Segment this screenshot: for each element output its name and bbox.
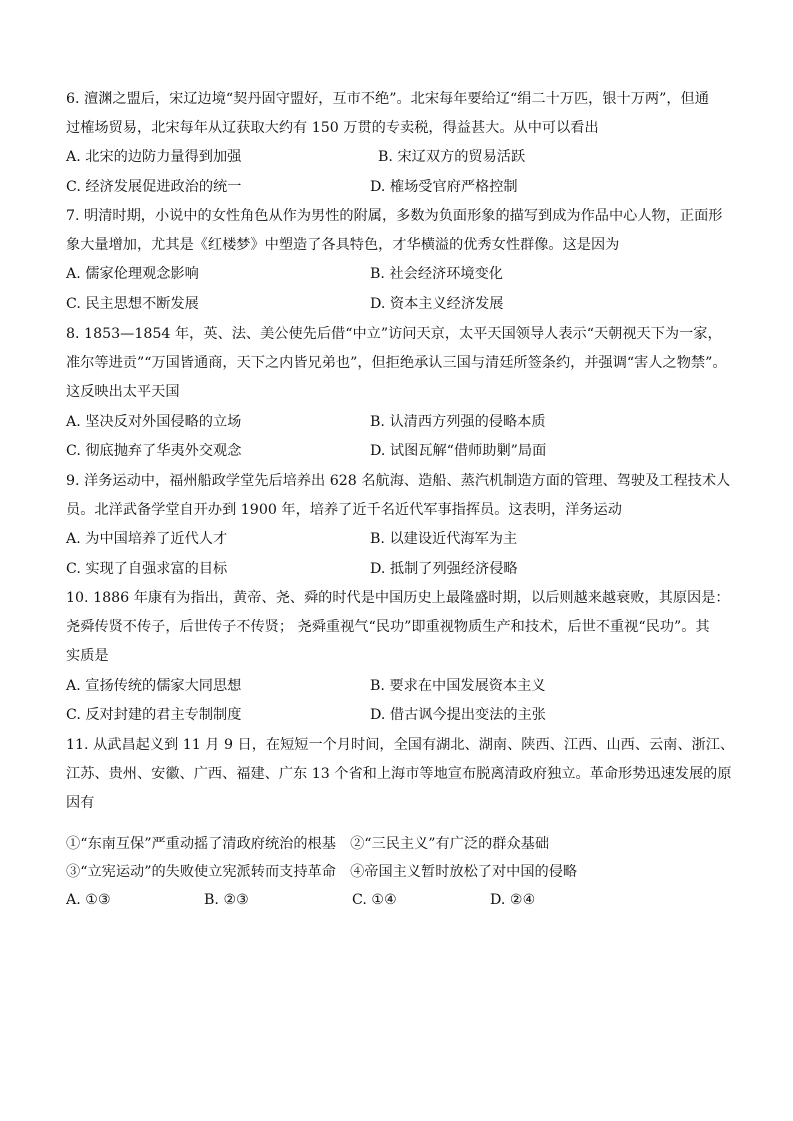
question-text: 7. 明清时期，小说中的女性角色从作为男性的附属，多数为负面形象的描写到成为作品中心人物，正面形 — [66, 208, 723, 224]
option-row — [66, 143, 746, 172]
option-d: D. 抵制了列强经济侵略 — [370, 560, 518, 577]
option-a: A. 为中国培养了近代人才 — [66, 531, 228, 548]
option-b: B. 宋辽双方的贸易活跃 — [378, 149, 526, 166]
statement-row: ③“立宪运动”的失败使立宪派转而支持革命 ④帝国主义暂时放松了对中国的侵略 — [66, 863, 578, 880]
option-row — [66, 437, 746, 466]
option-c: C. 反对封建的君主专制制度 — [66, 706, 242, 723]
option-b: B. 以建设近代海军为主 — [370, 531, 518, 548]
option-d: D. 资本主义经济发展 — [370, 295, 504, 312]
option-row — [66, 173, 746, 202]
option-row — [66, 701, 746, 730]
question-text: 10. 1886 年康有为指出，黄帝、尧、舜的时代是中国历史上最隆盛时期，以后则越来越衰败，其原因是： — [66, 590, 730, 606]
option-d: D. 榷场受官府严格控制 — [370, 178, 518, 195]
option-c: C. 彻底抛弃了华夷外交观念 — [66, 442, 242, 459]
option-c: C. ①④ — [352, 891, 397, 908]
option-a: A. ①③ — [66, 891, 111, 908]
option-row — [66, 672, 746, 701]
statement-row: ①“东南互保”严重动摇了清政府统治的根基 ②“三民主义”有广泛的群众基础 — [66, 835, 550, 852]
option-a: A. 儒家伦理观念影响 — [66, 266, 199, 283]
option-d: D. 借古讽今提出变法的主张 — [370, 706, 546, 723]
question-text: 9. 洋务运动中，福州船政学堂先后培养出 628 名航海、造船、蒸汽机制造方面的管理、驾驶及工程技术人 — [66, 473, 731, 489]
option-c: C. 经济发展促进政治的统一 — [66, 178, 242, 195]
option-b: B. ②③ — [204, 891, 249, 908]
question-text: 因有 — [66, 795, 95, 812]
question-text: 11. 从武昌起义到 11 月 9 日，在短短一个月时间，全国有湖北、湖南、陕西、江西、山西、云南、浙江、 — [66, 737, 735, 753]
option-a: A. 北宋的边防力量得到加强 — [66, 149, 242, 166]
option-row — [66, 886, 746, 915]
question-8 — [66, 320, 746, 466]
option-d: D. ②④ — [490, 891, 536, 908]
question-text: 8. 1853—1854 年，英、法、美公使先后借“中立”访问天京，太平天国领导人表示“天朝视天下为一家， — [66, 326, 722, 342]
question-text: 江苏、贵州、安徽、广西、福建、广东 13 个省和上海市等地宣布脱离清政府独立。革命形势迅速发展的原 — [66, 766, 732, 783]
question-text: 准尔等进贡”“万国皆通商，天下之内皆兄弟也”，但拒绝承认三国与清廷所签条约，并强调“害人之物禁”。 — [66, 355, 727, 372]
question-text: 实质是 — [66, 648, 109, 665]
option-b: B. 认清西方列强的侵略本质 — [370, 413, 546, 430]
question-text: 6. 澶渊之盟后，宋辽边境“契丹固守盟好，互市不绝”。北宋每年要给辽“绢二十万匹，银十万两”，但通 — [66, 91, 709, 107]
question-text: 尧舜传贤不传子，后世传子不传贤； 尧舜重视气“民功”即重视物质生产和技术，后世不重视“民功”。其 — [66, 619, 710, 636]
question-text: 员。北洋武备学堂自开办到 1900 年，培养了近千名近代军事指挥员。这表明，洋务运动 — [66, 502, 622, 519]
question-9 — [66, 467, 746, 584]
question-6 — [66, 85, 746, 202]
option-row — [66, 260, 746, 289]
question-text: 象大量增加，尤其是《红楼梦》中塑造了各具特色，才华横溢的优秀女性群像。这是因为 — [66, 237, 620, 254]
option-b: B. 要求在中国发展资本主义 — [370, 677, 546, 694]
option-row — [66, 525, 746, 554]
question-text: 这反映出太平天国 — [66, 384, 180, 401]
question-10 — [66, 584, 746, 730]
option-a: A. 宣扬传统的儒家大同思想 — [66, 677, 242, 694]
option-d: D. 试图瓦解“借师助剿”局面 — [370, 442, 547, 459]
option-row — [66, 555, 746, 584]
question-7 — [66, 202, 746, 319]
question-text: 过榷场贸易，北宋每年从辽获取大约有 150 万贯的专卖税，得益甚大。从中可以看出 — [66, 120, 599, 137]
option-b: B. 社会经济环境变化 — [370, 266, 503, 283]
option-row — [66, 408, 746, 437]
option-c: C. 实现了自强求富的目标 — [66, 560, 228, 577]
option-row — [66, 290, 746, 319]
option-c: C. 民主思想不断发展 — [66, 295, 199, 312]
question-11 — [66, 731, 746, 915]
option-a: A. 坚决反对外国侵略的立场 — [66, 413, 242, 430]
